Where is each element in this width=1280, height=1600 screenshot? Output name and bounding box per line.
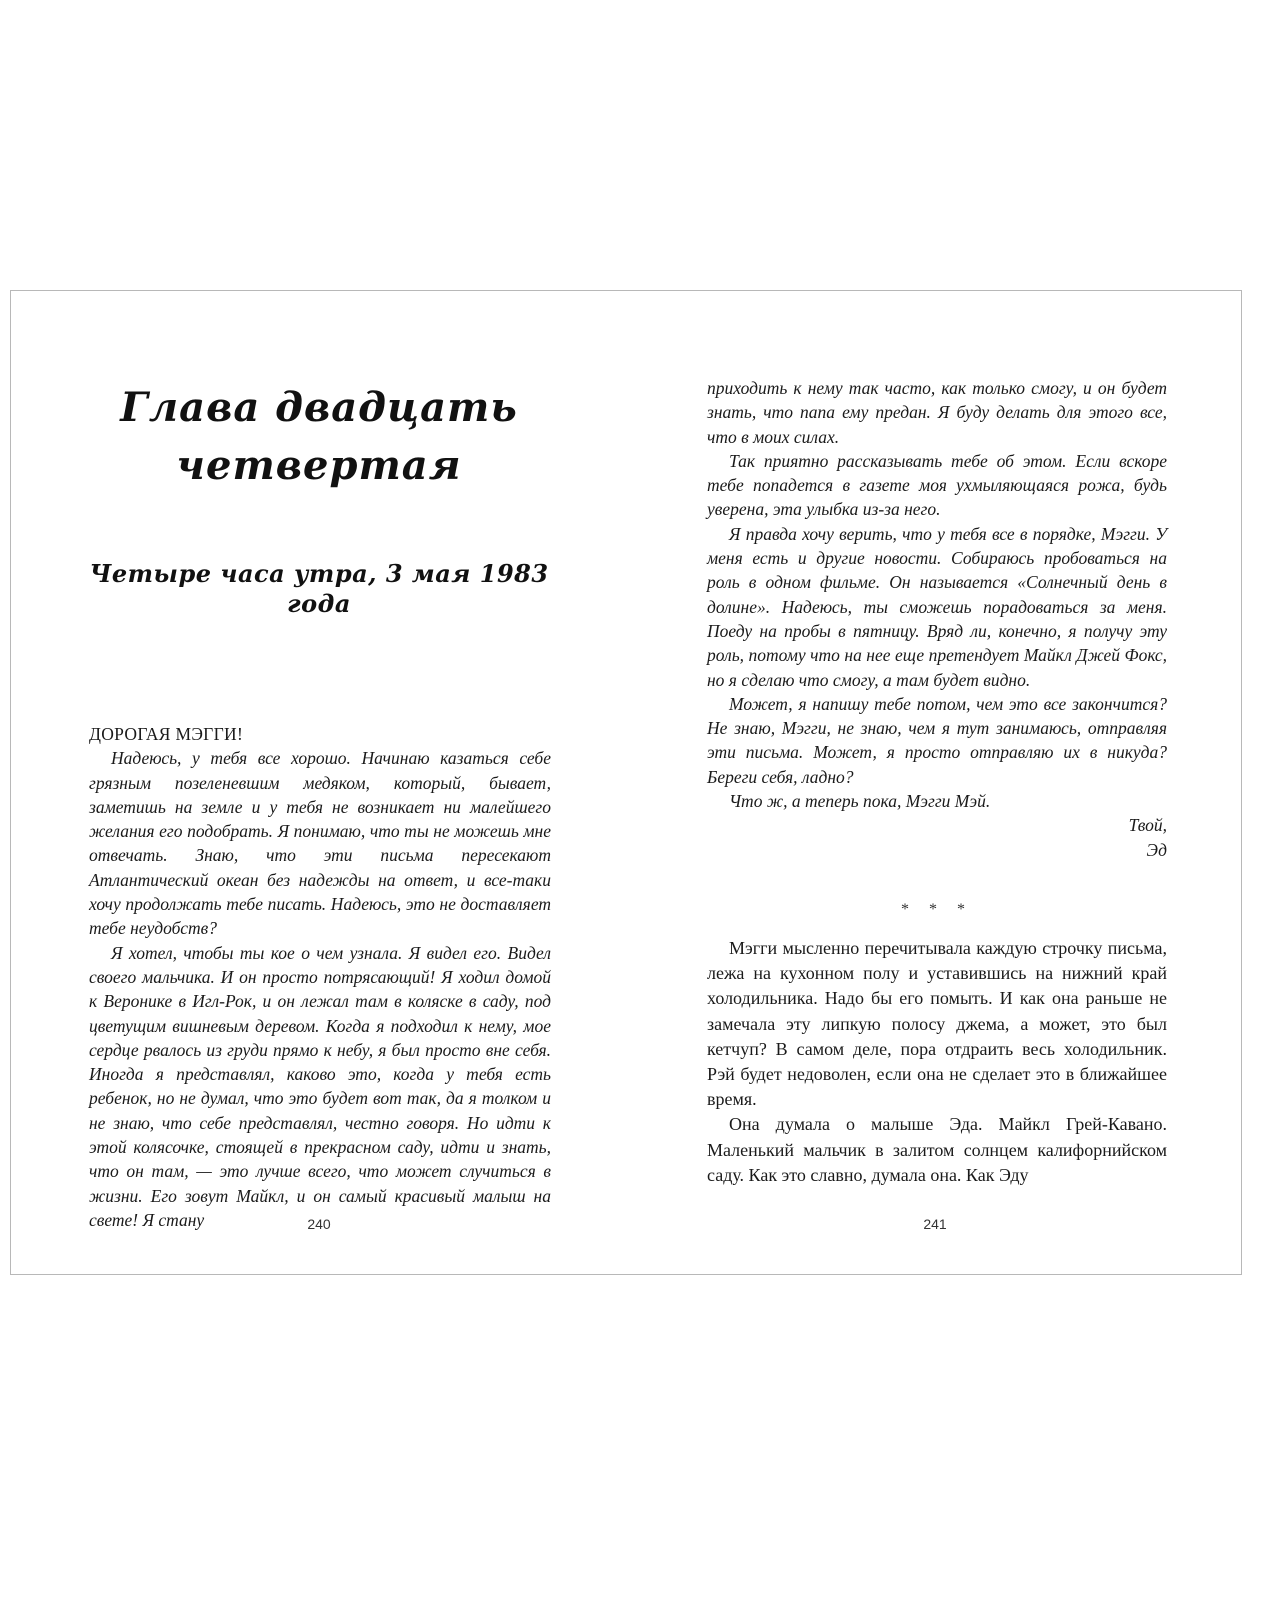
- letter-paragraph: Я правда хочу верить, что у тебя все в порядке, Мэгги. У меня есть и другие новости. Собираюсь пробоваться на роль в одном фильме. Он называется «Солнечный день в долине». Надеюсь, ты сможешь порадоваться за меня. Поеду на пробы в пятницу. Вряд ли, конечно, я получу эту роль, потому что на нее еще претендует Майкл Джей Фокс, но я сделаю что смогу, а там будет видно.: [707, 523, 1167, 690]
- page-number-right: 241: [923, 1216, 947, 1232]
- section-separator: * * *: [901, 901, 973, 918]
- prose-text-right: [707, 936, 1167, 1188]
- left-page: [11, 291, 627, 1274]
- letter-paragraph: Так приятно рассказывать тебе об этом. Если вскоре тебе попадется в газете моя ухмыляющаяся рожа, будь уверена, эта улыбка из-за него.: [707, 450, 1167, 520]
- chapter-subtitle: Четыре часа утра, 3 мая 1983 года: [89, 559, 549, 618]
- letter-paragraph: Я хотел, чтобы ты кое о чем узнала. Я видел его. Видел своего мальчика. И он просто потрясающий! Я ходил домой к Веронике в Игл-Рок, и он лежал там в коляске в саду, под цветущим вишневым деревом. Когда я подходил к нему, мое сердце рвалось из груди прямо к небу, я был просто вне себя. Иногда я представлял, каково это, когда у тебя есть ребенок, но не думал, что это будет вот так, да я толком и не знаю, что себе представлял, честно говоря. Но идти к этой колясочке, стоящей в прекрасном саду, идти и знать, что он там, — это лучше всего, что может случиться в жизни. Его зовут Майкл, и он самый красивый малыш на свете! Я стану: [89, 942, 551, 1230]
- right-page: [627, 291, 1243, 1274]
- letter-sign-off: Твой,: [1128, 815, 1167, 836]
- letter-text-right: [707, 376, 1167, 862]
- letter-paragraph: Надеюсь, у тебя все хорошо. Начинаю казаться себе грязным позеленевшим медяком, который, бывает, заметишь на земле и у тебя не возникает ни малейшего желания его подобрать. Я понимаю, что ты не можешь мне отвечать. Знаю, что эти письма пересекают Атлантический океан без надежды на ответ, и все-таки хочу продолжать тебе писать. Надеюсь, это не доставляет тебе неудобств?: [89, 748, 551, 939]
- letter-text-left: [89, 722, 551, 1232]
- chapter-title: Глава двадцать четвертая: [120, 384, 518, 489]
- letter-signature: Эд: [1146, 839, 1167, 860]
- page-number-left: 240: [307, 1216, 331, 1232]
- letter-paragraph: Что ж, а теперь пока, Мэгги Мэй.: [729, 791, 991, 812]
- prose-paragraph: Она думала о малыше Эда. Майкл Грей-Кавано. Маленький мальчик в залитом солнцем калифорнийском саду. Как это славно, думала она. Как Эду: [707, 1114, 1167, 1185]
- letter-paragraph: приходить к нему так часто, как только смогу, и он будет знать, что папа ему предан. Я буду делать для этого все, что в моих силах.: [707, 378, 1167, 447]
- letter-paragraph: Может, я напишу тебе потом, чем это все закончится? Не знаю, Мэгги, не знаю, чем я тут занимаюсь, отправляя эти письма. Может, я просто отправляю их в никуда? Береги себя, ладно?: [707, 693, 1167, 787]
- book-spread: [10, 290, 1242, 1275]
- prose-paragraph: Мэгги мысленно перечитывала каждую строчку письма, лежа на кухонном полу и уставившись на нижний край холодильника. Надо бы его помыть. И как она раньше не замечала эту липкую полосу джема, а может, это был кетчуп? В самом деле, пора отдраить весь холодильник. Рэй будет недоволен, если она не сделает это в ближайшее время.: [707, 938, 1167, 1110]
- letter-salutation: ДОРОГАЯ МЭГГИ!: [89, 724, 244, 744]
